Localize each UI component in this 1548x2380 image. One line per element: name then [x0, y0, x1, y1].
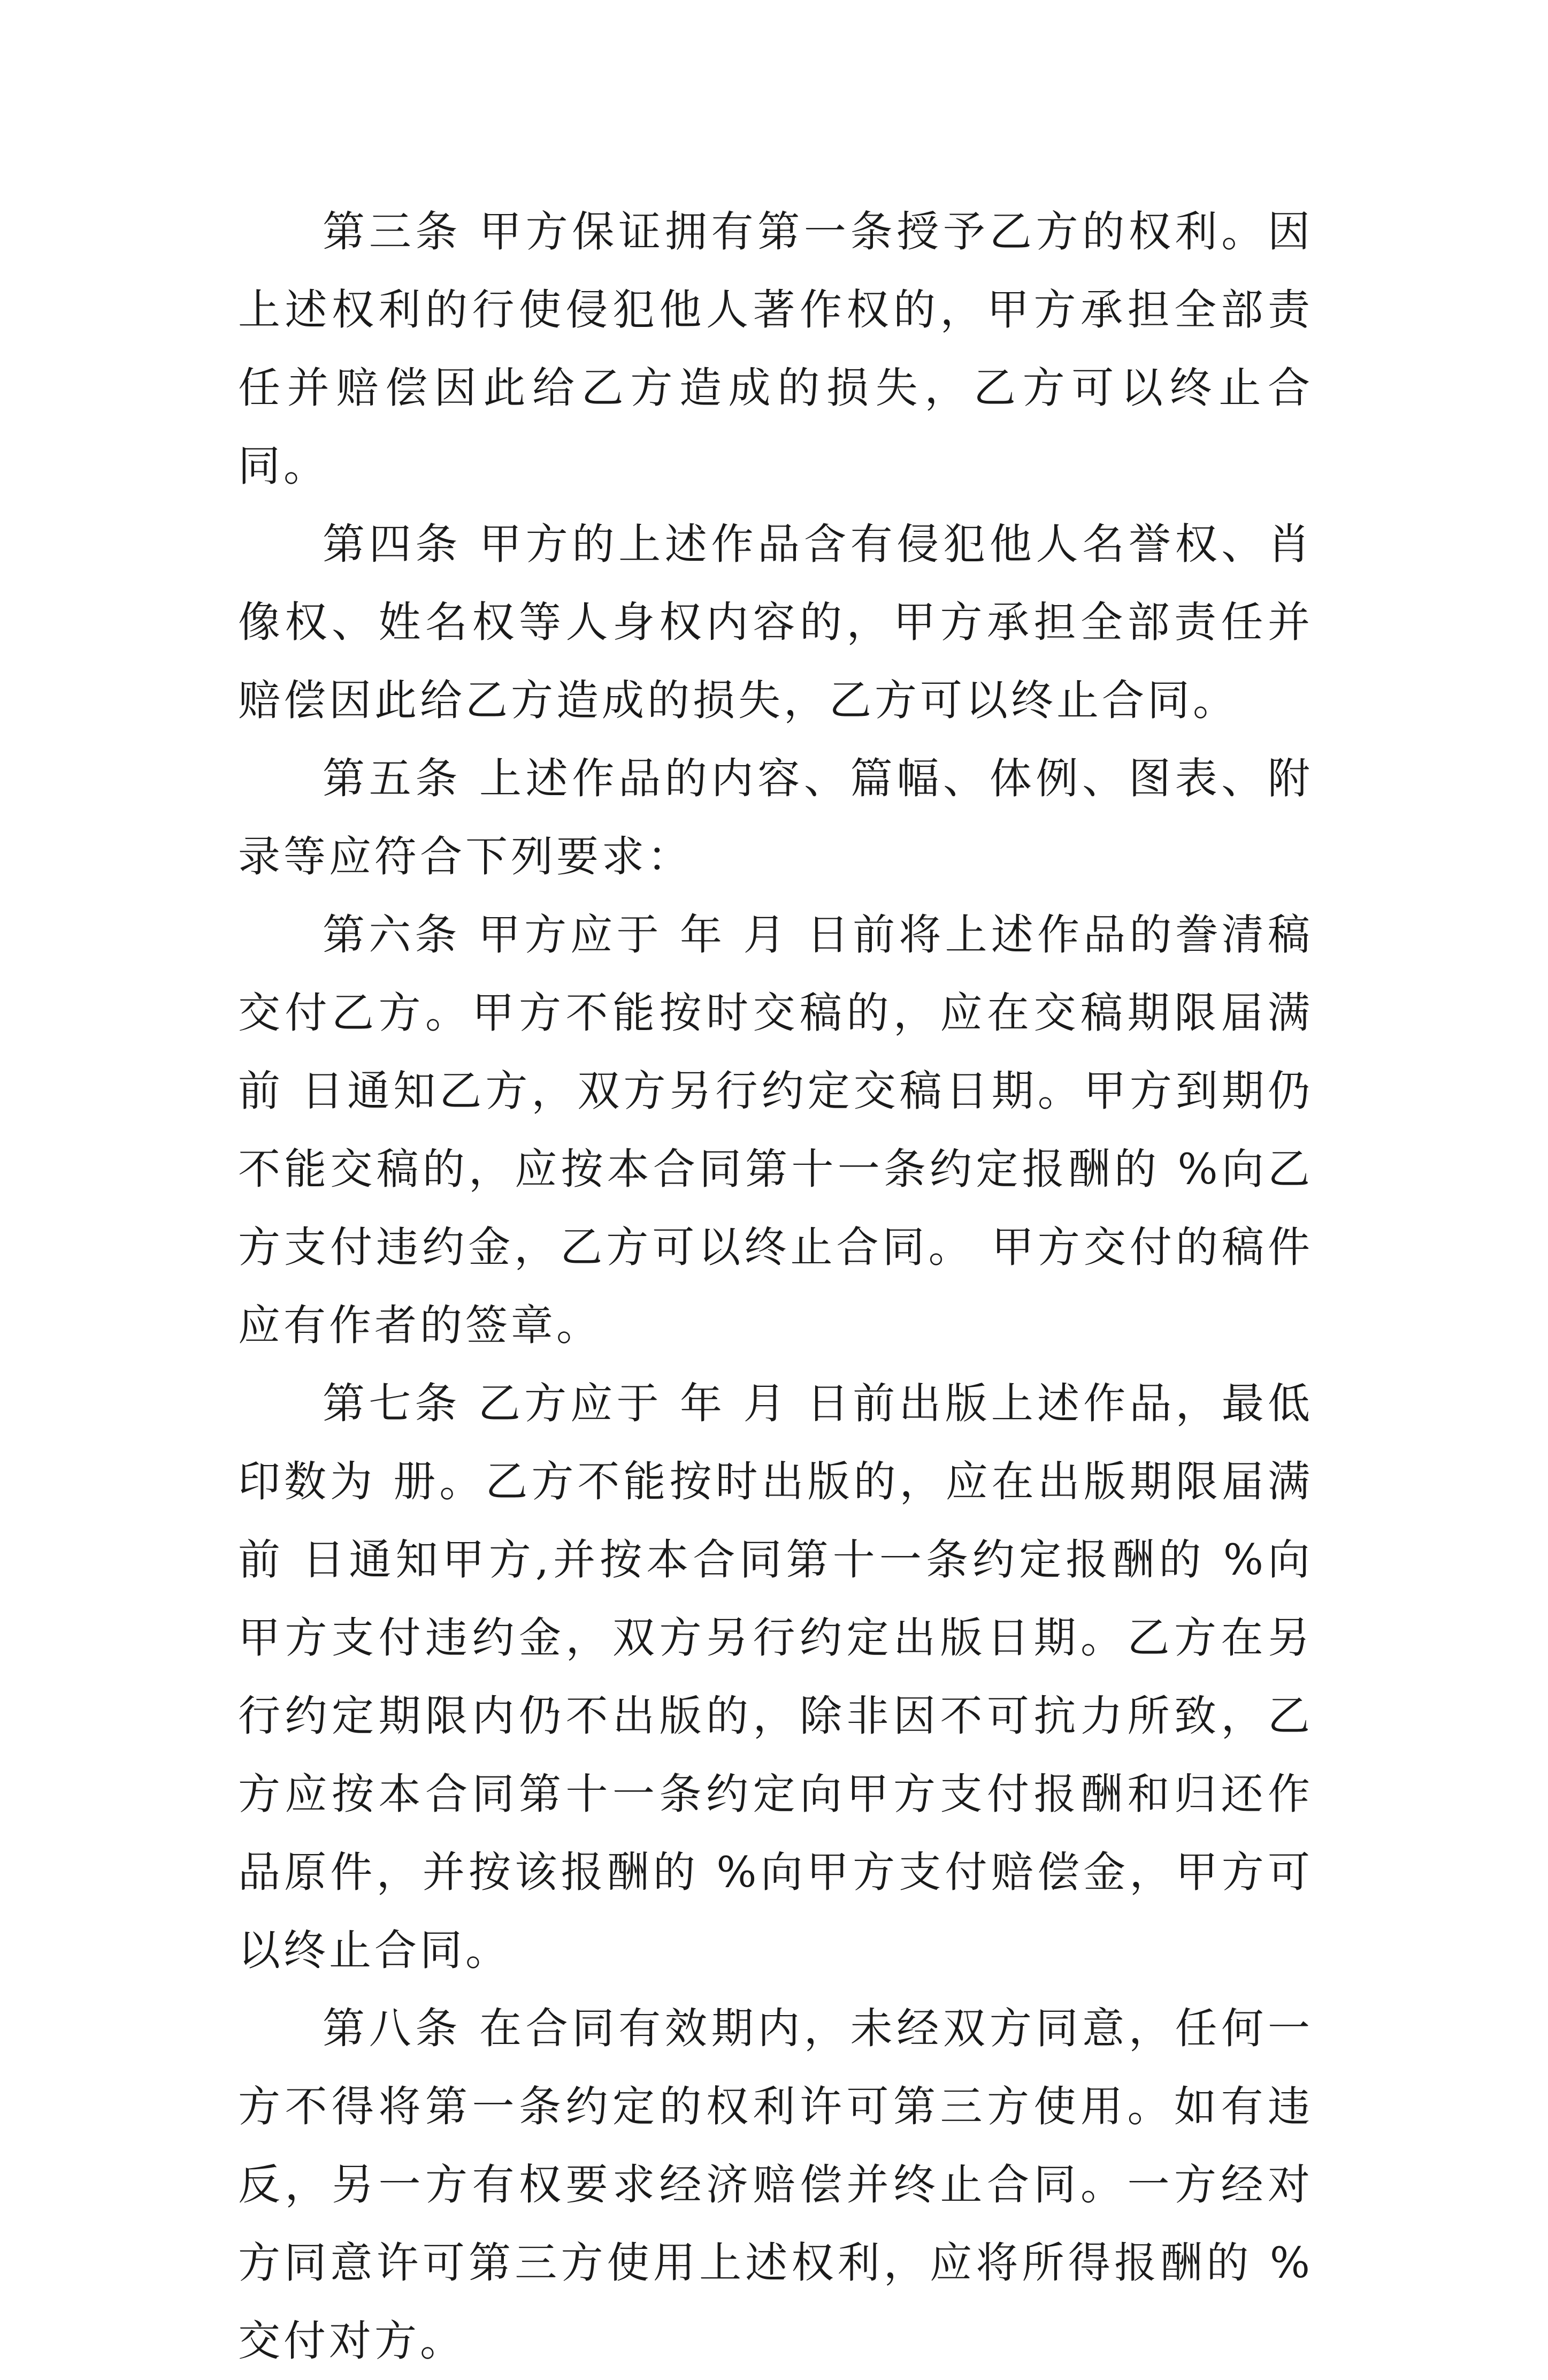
clause-7-paragraph: 第七条 乙方应于 年 月 日前出版上述作品，最低印数为 册。乙方不能按时出版的，应在出版期限届满前 日通知甲方,并按本合同第十一条约定报酬的 %向甲方支付违约金，双方另行约定出版日期。乙方在另行约定期限内仍不出版的，除非因不可抗力所致，乙方应按本合同第十一条约定向甲方支付报酬和归还作品原件，并按该报酬的 %向甲方支付赔偿金，甲方可以终止合同。 [238, 1379, 1313, 1975]
document-body [238, 193, 1313, 2380]
clause-6-paragraph: 第六条 甲方应于 年 月 日前将上述作品的誊清稿交付乙方。甲方不能按时交稿的，应在交稿期限届满前 日通知乙方，双方另行约定交稿日期。甲方到期仍不能交稿的，应按本合同第十一条约定报酬的 %向乙方支付违约金，乙方可以终止合同。 甲方交付的稿件应有作者的签章。 [238, 910, 1313, 1350]
clause-5-paragraph: 第五条 上述作品的内容、篇幅、体例、图表、附录等应符合下列要求： [238, 754, 1313, 881]
clause-3-paragraph: 第三条 甲方保证拥有第一条授予乙方的权利。因上述权利的行使侵犯他人著作权的，甲方承担全部责任并赔偿因此给乙方造成的损失，乙方可以终止合同。 [238, 207, 1313, 491]
clause-4-paragraph: 第四条 甲方的上述作品含有侵犯他人名誉权、肖像权、姓名权等人身权内容的，甲方承担全部责任并赔偿因此给乙方造成的损失，乙方可以终止合同。 [238, 520, 1313, 725]
clause-8-paragraph: 第八条 在合同有效期内，未经双方同意，任何一方不得将第一条约定的权利许可第三方使用。如有违反，另一方有权要求经济赔偿并终止合同。一方经对方同意许可第三方使用上述权利，应将所得报酬的 %交付对方。 [238, 2004, 1313, 2366]
